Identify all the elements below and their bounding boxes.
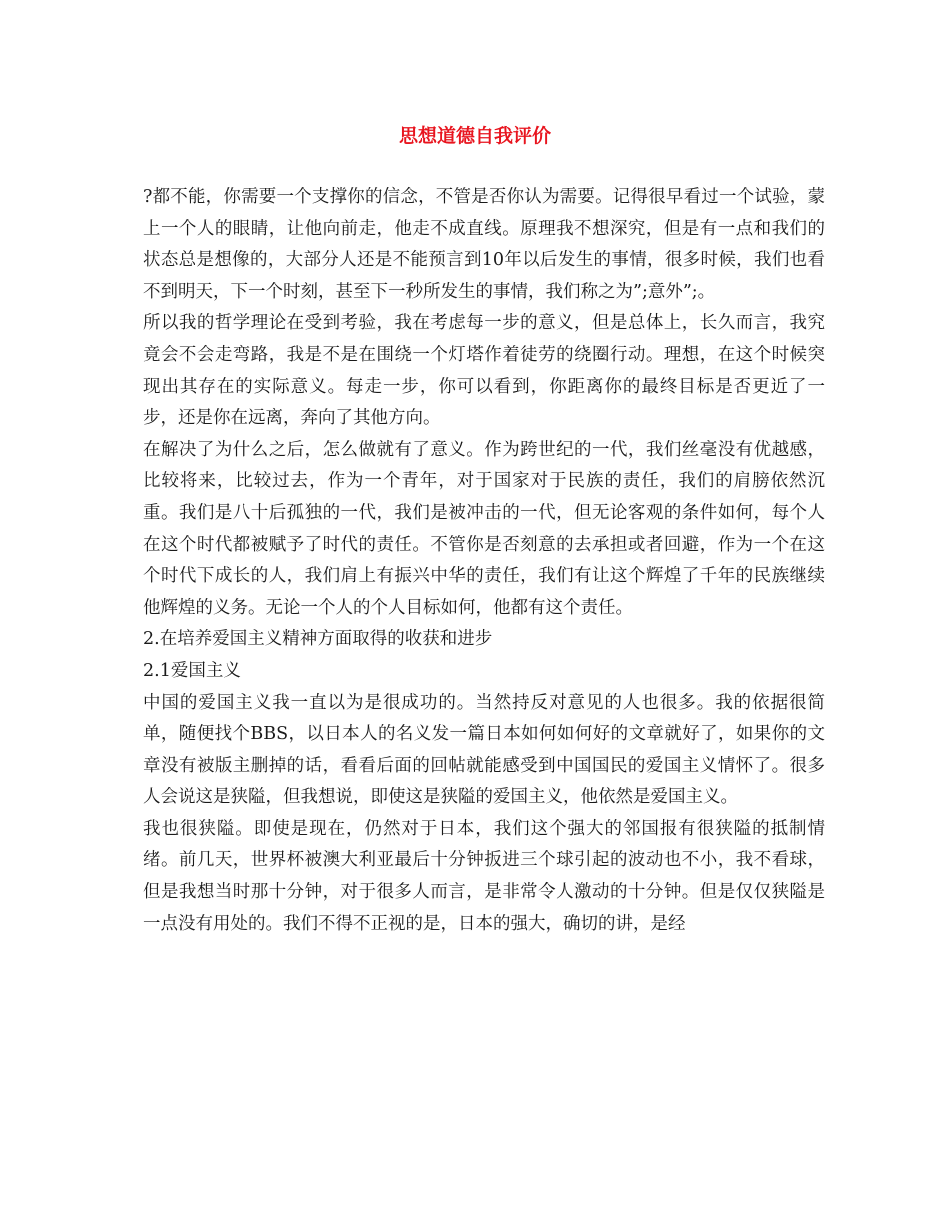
paragraph: 中国的爱国主义我一直以为是很成功的。当然持反对意见的人也很多。我的依据很简单，随便找个BBS，以日本人的名义发一篇日本如何如何好的文章就好了，如果你的文章没有被版主删掉的话，看看后面的回帖就能感受到中国国民的爱国主义情怀了。很多人会说这是狭隘，但我想说，即使这是狭隘的爱国主义，他依然是爱国主义。 — [143, 692, 825, 808]
subsection-heading: 2.1爱国主义 — [143, 660, 241, 681]
document-title: 思想道德自我评价 — [398, 125, 551, 147]
paragraph: 在解决了为什么之后，怎么做就有了意义。作为跨世纪的一代，我们丝毫没有优越感，比较将来，比较过去，作为一个青年，对于国家对于民族的责任，我们的肩膀依然沉重。我们是八十后孤独的一代，我们是被冲击的一代，但无论客观的条件如何，每个人在这个时代都被赋予了时代的责任。不管你是否刻意的去承担或者回避，作为一个在这个时代下成长的人，我们肩上有振兴中华的责任，我们有让这个辉煌了千年的民族继续他辉煌的义务。无论一个人的个人目标如何，他都有这个责任。 — [143, 439, 825, 618]
paragraph: 所以我的哲学理论在受到考验，我在考虑每一步的意义，但是总体上，长久而言，我究竟会不会走弯路，我是不是在围绕一个灯塔作着徒劳的绕圈行动。理想，在这个时候突现出其存在的实际意义。每走一步，你可以看到，你距离你的最终目标是否更近了一步，还是你在远离，奔向了其他方向。 — [143, 313, 825, 429]
paragraph: 我也很狭隘。即使是现在，仍然对于日本，我们这个强大的邻国报有很狭隘的抵制情绪。前几天，世界杯被澳大利亚最后十分钟扳进三个球引起的波动也不小，我不看球，但是我想当时那十分钟，对于很多人而言，是非常令人激动的十分钟。但是仅仅狭隘是一点没有用处的。我们不得不正视的是，日本的强大，确切的讲，是经 — [143, 818, 825, 934]
document-body — [143, 182, 825, 940]
paragraph: ?都不能，你需要一个支撑你的信念，不管是否你认为需要。记得很早看过一个试验，蒙上一个人的眼睛，让他向前走，他走不成直线。原理我不想深究，但是有一点和我们的状态总是想像的，大部分人还是不能预言到10年以后发生的事情，很多时候，我们也看不到明天，下一个时刻，甚至下一秒所发生的事情，我们称之为”;意外”;。 — [143, 187, 825, 302]
section-heading: 2.在培养爱国主义精神方面取得的收获和进步 — [143, 629, 493, 650]
